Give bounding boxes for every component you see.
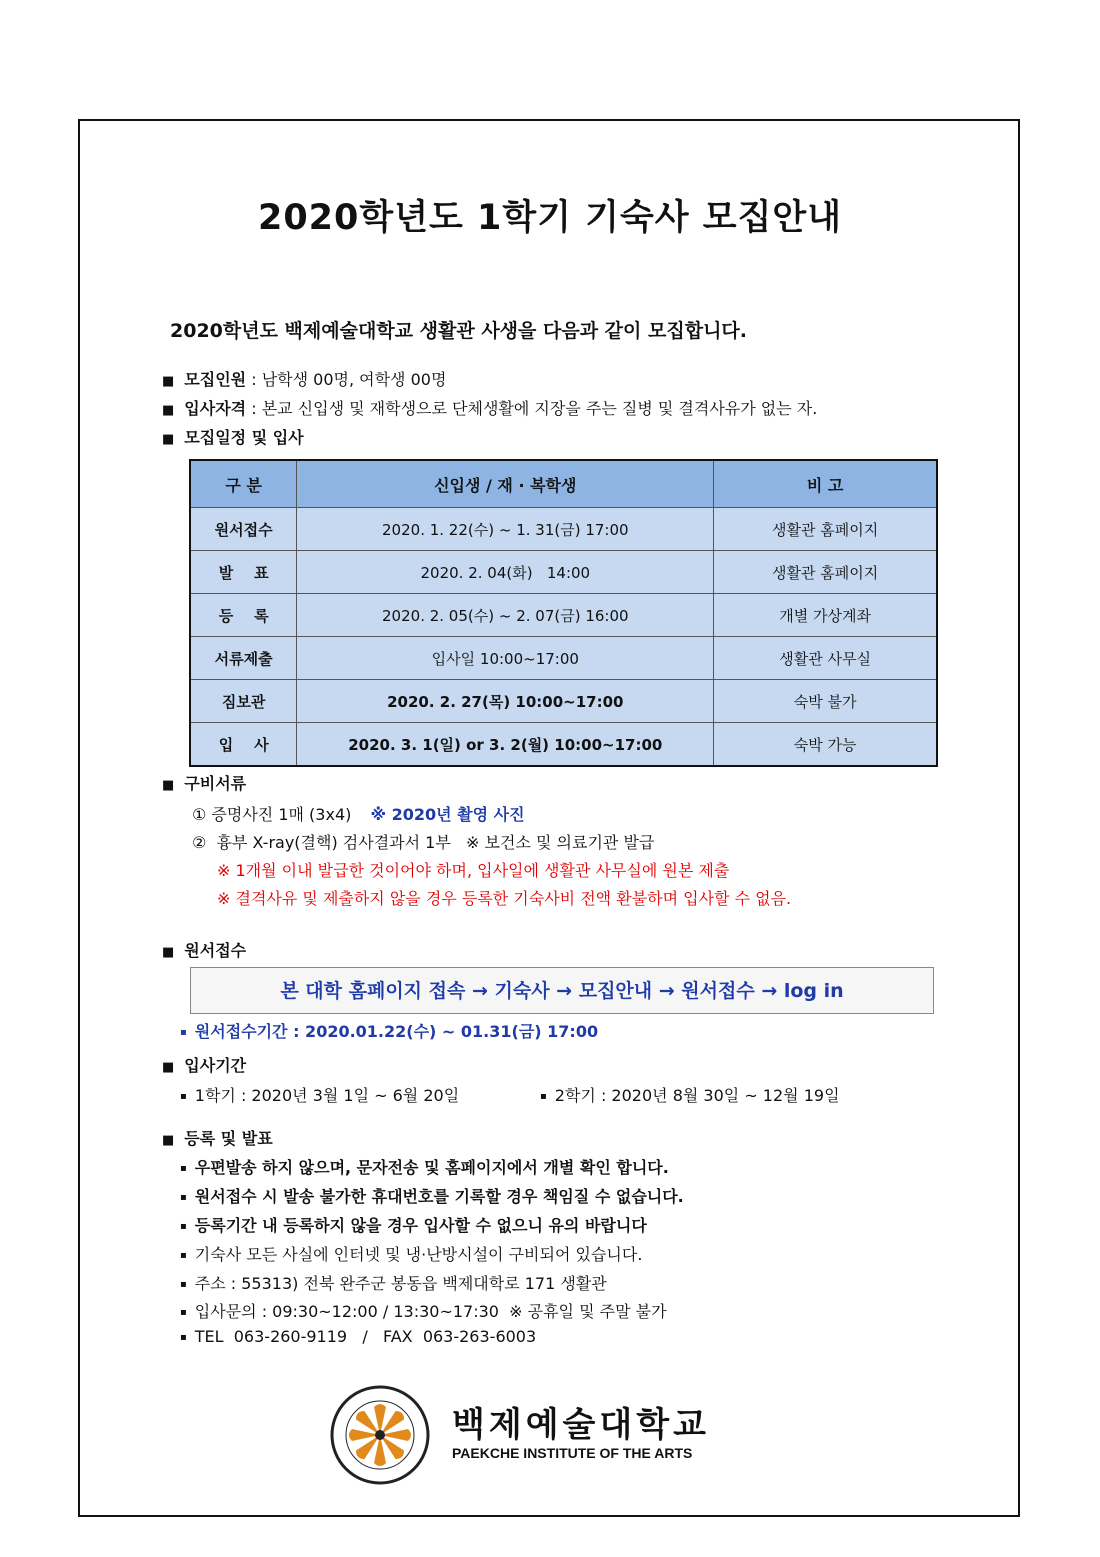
- notice-item-text: 우편발송 하지 않으며, 문자전송 및 홈페이지에서 개별 확인 합니다.: [194, 1158, 669, 1177]
- row-note: 생활관 사무실: [714, 637, 937, 680]
- table-row: [190, 551, 937, 594]
- apply-heading-text: 원서접수: [184, 941, 247, 960]
- dot-bullet-icon: ▪: [180, 1307, 187, 1318]
- table-header-cell: 신입생 / 재 · 복학생: [297, 460, 714, 508]
- university-name-korean: 백제예술대학교: [452, 1405, 710, 1445]
- period-sem1-text: 1학기 : 2020년 3월 1일 ~ 6월 20일: [194, 1086, 460, 1105]
- row-label: 발 표: [190, 551, 297, 594]
- period-sem1: [180, 1083, 459, 1106]
- dot-bullet-icon: ▪: [180, 1027, 187, 1038]
- dot-bullet-icon: ▪: [180, 1250, 187, 1261]
- docs-item-2: ② 흉부 X-ray(결핵) 검사결과서 1부 ※ 보건소 및 의료기관 발급: [192, 833, 655, 852]
- row-note: 개별 가상계좌: [714, 594, 937, 637]
- square-bullet-icon: ■: [162, 374, 175, 389]
- row-label: 입 사: [190, 723, 297, 767]
- notice-item-text: TEL 063-260-9119 / FAX 063-263-6003: [194, 1327, 537, 1346]
- page-title: 2020학년도 1학기 기숙사 모집안내: [257, 198, 843, 238]
- notice-item-text: 원서접수 시 발송 불가한 휴대번호를 기록할 경우 책임질 수 없습니다.: [194, 1187, 684, 1206]
- apply-period-text: 원서접수기간 : 2020.01.22(수) ~ 01.31(금) 17:00: [194, 1022, 599, 1041]
- row-note: 생활관 홈페이지: [714, 508, 937, 551]
- square-bullet-icon: ■: [162, 1060, 175, 1075]
- notice-item-text: 입사문의 : 09:30~12:00 / 13:30~17:30 ※ 공휴일 및 주말 불가: [194, 1302, 667, 1321]
- recruit-sep: :: [246, 370, 262, 389]
- docs-heading-text: 구비서류: [184, 774, 247, 793]
- table-row: [190, 508, 937, 551]
- dot-bullet-icon: ▪: [180, 1332, 187, 1343]
- notice-item-text: 기숙사 모든 사실에 인터넷 및 냉·난방시설이 구비되어 있습니다.: [194, 1245, 643, 1264]
- list-item: [180, 1184, 684, 1207]
- row-note: 생활관 홈페이지: [714, 551, 937, 594]
- row-value: 2020. 2. 05(수) ~ 2. 07(금) 16:00: [297, 594, 714, 637]
- apply-heading: [162, 938, 246, 961]
- docs-item-1-text: ① 증명사진 1매 (3x4): [192, 805, 352, 824]
- row-label: 서류제출: [190, 637, 297, 680]
- schedule-table: [189, 459, 938, 767]
- dot-bullet-icon: ▪: [540, 1091, 547, 1102]
- period-heading-text: 입사기간: [184, 1056, 247, 1075]
- schedule-heading-text: 모집일정 및 입사: [184, 428, 304, 447]
- row-value: 2020. 2. 27(목) 10:00~17:00: [297, 680, 714, 723]
- table-header-row: [190, 460, 937, 508]
- list-item: [180, 1299, 667, 1322]
- period-sem2: [540, 1083, 840, 1106]
- notice-item-text: 주소 : 55313) 전북 완주군 봉동읍 백제대학로 171 생활관: [194, 1274, 607, 1293]
- period-sem2-text: 2학기 : 2020년 8월 30일 ~ 12월 19일: [554, 1086, 840, 1105]
- row-value: 2020. 3. 1(일) or 3. 2(월) 10:00~17:00: [297, 723, 714, 767]
- row-value: 2020. 1. 22(수) ~ 1. 31(금) 17:00: [297, 508, 714, 551]
- table-row: [190, 680, 937, 723]
- row-note: 숙박 불가: [714, 680, 937, 723]
- recruit-value: 남학생 00명, 여학생 00명: [261, 370, 447, 389]
- dot-bullet-icon: ▪: [180, 1192, 187, 1203]
- recruit-label: 모집인원: [184, 370, 247, 389]
- docs-warning-1: ※ 1개월 이내 발급한 것이어야 하며, 입사일에 생활관 사무실에 원본 제출: [217, 861, 730, 880]
- notice-item-text: 등록기간 내 등록하지 않을 경우 입사할 수 없으니 유의 바랍니다: [194, 1216, 647, 1235]
- qualify-sep: :: [246, 399, 262, 418]
- dot-bullet-icon: ▪: [180, 1221, 187, 1232]
- square-bullet-icon: ■: [162, 778, 175, 793]
- row-note: 숙박 가능: [714, 723, 937, 767]
- dot-bullet-icon: ▪: [180, 1091, 187, 1102]
- table-row: [190, 594, 937, 637]
- schedule-heading: [162, 425, 304, 448]
- table-row: [190, 637, 937, 680]
- row-label: 등 록: [190, 594, 297, 637]
- list-item: [180, 1327, 536, 1346]
- docs-warning-2: ※ 결격사유 및 제출하지 않을 경우 등록한 기숙사비 전액 환불하며 입사할 수 없음.: [217, 889, 792, 908]
- dot-bullet-icon: ▪: [180, 1163, 187, 1174]
- docs-item-1: [192, 802, 525, 825]
- apply-period: [180, 1019, 598, 1042]
- notice-heading-text: 등록 및 발표: [184, 1129, 273, 1148]
- intro-text: 2020학년도 백제예술대학교 생활관 사생을 다음과 같이 모집합니다.: [170, 320, 747, 342]
- recruit-line: [162, 367, 446, 390]
- square-bullet-icon: ■: [162, 1133, 175, 1148]
- square-bullet-icon: ■: [162, 432, 175, 447]
- qualify-value: 본교 신입생 및 재학생으로 단체생활에 지장을 주는 질병 및 결격사유가 없는 자.: [261, 399, 818, 418]
- docs-heading: [162, 771, 246, 794]
- row-label: 짐보관: [190, 680, 297, 723]
- square-bullet-icon: ■: [162, 403, 175, 418]
- university-name-english: PAEKCHE INSTITUTE OF THE ARTS: [452, 1445, 693, 1461]
- list-item: [180, 1271, 607, 1294]
- qualify-label: 입사자격: [184, 399, 247, 418]
- row-label: 원서접수: [190, 508, 297, 551]
- square-bullet-icon: ■: [162, 945, 175, 960]
- list-item: [180, 1213, 647, 1236]
- university-seal-icon: [330, 1385, 430, 1485]
- table-header-cell: 비 고: [714, 460, 937, 508]
- list-item: [180, 1155, 669, 1178]
- list-item: [180, 1242, 642, 1265]
- notice-heading: [162, 1126, 273, 1149]
- apply-path-box: 본 대학 홈페이지 접속 → 기숙사 → 모집안내 → 원서접수 → log in: [190, 967, 934, 1014]
- period-heading: [162, 1053, 246, 1076]
- qualify-line: [162, 396, 817, 419]
- docs-item-1-note: ※ 2020년 촬영 사진: [370, 805, 525, 824]
- table-header-cell: 구 분: [190, 460, 297, 508]
- row-value: 입사일 10:00~17:00: [297, 637, 714, 680]
- dot-bullet-icon: ▪: [180, 1279, 187, 1290]
- row-value: 2020. 2. 04(화) 14:00: [297, 551, 714, 594]
- table-row: [190, 723, 937, 767]
